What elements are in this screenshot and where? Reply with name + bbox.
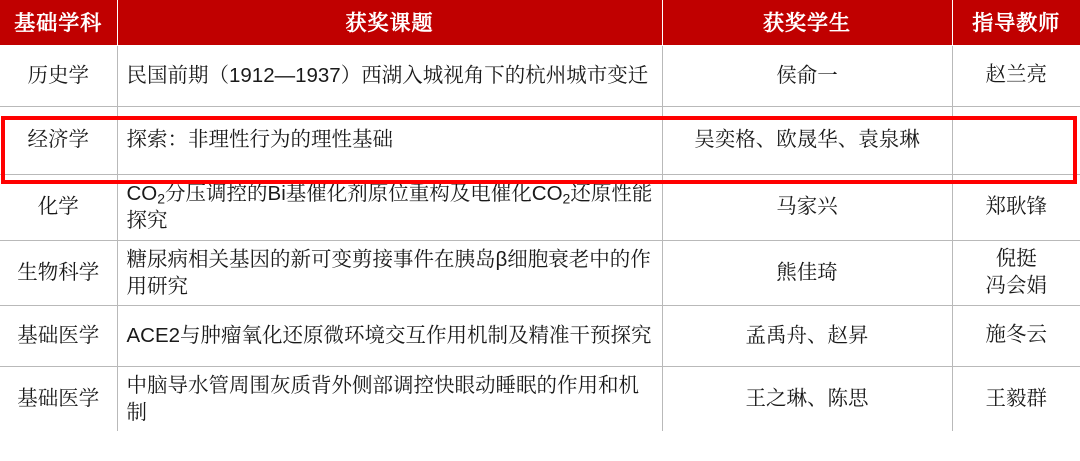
cell-topic: 探索：非理性行为的理性基础 xyxy=(117,106,662,174)
cell-students: 孟禹舟、赵昇 xyxy=(662,305,952,366)
cell-topic: ACE2与肿瘤氧化还原微环境交互作用机制及精准干预探究 xyxy=(117,305,662,366)
table-row xyxy=(0,305,1080,366)
table-row xyxy=(0,366,1080,431)
cell-students: 熊佳琦 xyxy=(662,240,952,305)
teacher-name: 赵兰亮 xyxy=(985,63,1047,87)
column-header-topic: 获奖课题 xyxy=(117,0,662,45)
subscript: 2 xyxy=(562,190,571,206)
column-header-teacher: 指导教师 xyxy=(952,0,1080,45)
table-row xyxy=(0,240,1080,305)
column-header-subject: 基础学科 xyxy=(0,0,117,45)
cell-subject: 基础医学 xyxy=(0,366,117,431)
cell-subject: 历史学 xyxy=(0,45,117,106)
cell-teacher xyxy=(952,366,1080,431)
teacher-name: 冯会娟 xyxy=(985,273,1047,297)
cell-subject: 基础医学 xyxy=(0,305,117,366)
table-header xyxy=(0,0,1080,45)
cell-teacher xyxy=(952,174,1080,240)
cell-students: 侯俞一 xyxy=(662,45,952,106)
cell-subject: 化学 xyxy=(0,174,117,240)
cell-topic: 糖尿病相关基因的新可变剪接事件在胰岛β细胞衰老中的作用研究 xyxy=(117,240,662,305)
table-row xyxy=(0,45,1080,106)
cell-students: 王之琳、陈思 xyxy=(662,366,952,431)
cell-teacher xyxy=(952,240,1080,305)
cell-topic: $CO_2$分压调控的Bi基催化剂原位重构及电催化$CO_2$还原性能探究 xyxy=(117,174,662,240)
cell-subject: 生物科学 xyxy=(0,240,117,305)
cell-subject: 经济学 xyxy=(0,106,117,174)
cell-topic: 中脑导水管周围灰质背外侧部调控快眼动睡眠的作用和机制 xyxy=(117,366,662,431)
column-header-students: 获奖学生 xyxy=(662,0,952,45)
cell-teacher xyxy=(952,106,1080,174)
cell-teacher xyxy=(952,45,1080,106)
header-row xyxy=(0,0,1080,45)
cell-teacher xyxy=(952,305,1080,366)
teacher-name: 施冬云 xyxy=(985,323,1047,347)
table-body xyxy=(0,45,1080,431)
cell-students: 吴奕格、欧晟华、袁泉琳 xyxy=(662,106,952,174)
table-row xyxy=(0,174,1080,240)
subscript: 2 xyxy=(157,190,166,206)
cell-students: 马家兴 xyxy=(662,174,952,240)
teacher-name: 倪挺 xyxy=(995,247,1037,271)
table-row-highlighted xyxy=(0,106,1080,174)
cell-topic: 民国前期（1912—1937）西湖入城视角下的杭州城市变迁 xyxy=(117,45,662,106)
teacher-name: 郑耿锋 xyxy=(985,194,1047,218)
teacher-name: 王毅群 xyxy=(985,386,1047,410)
